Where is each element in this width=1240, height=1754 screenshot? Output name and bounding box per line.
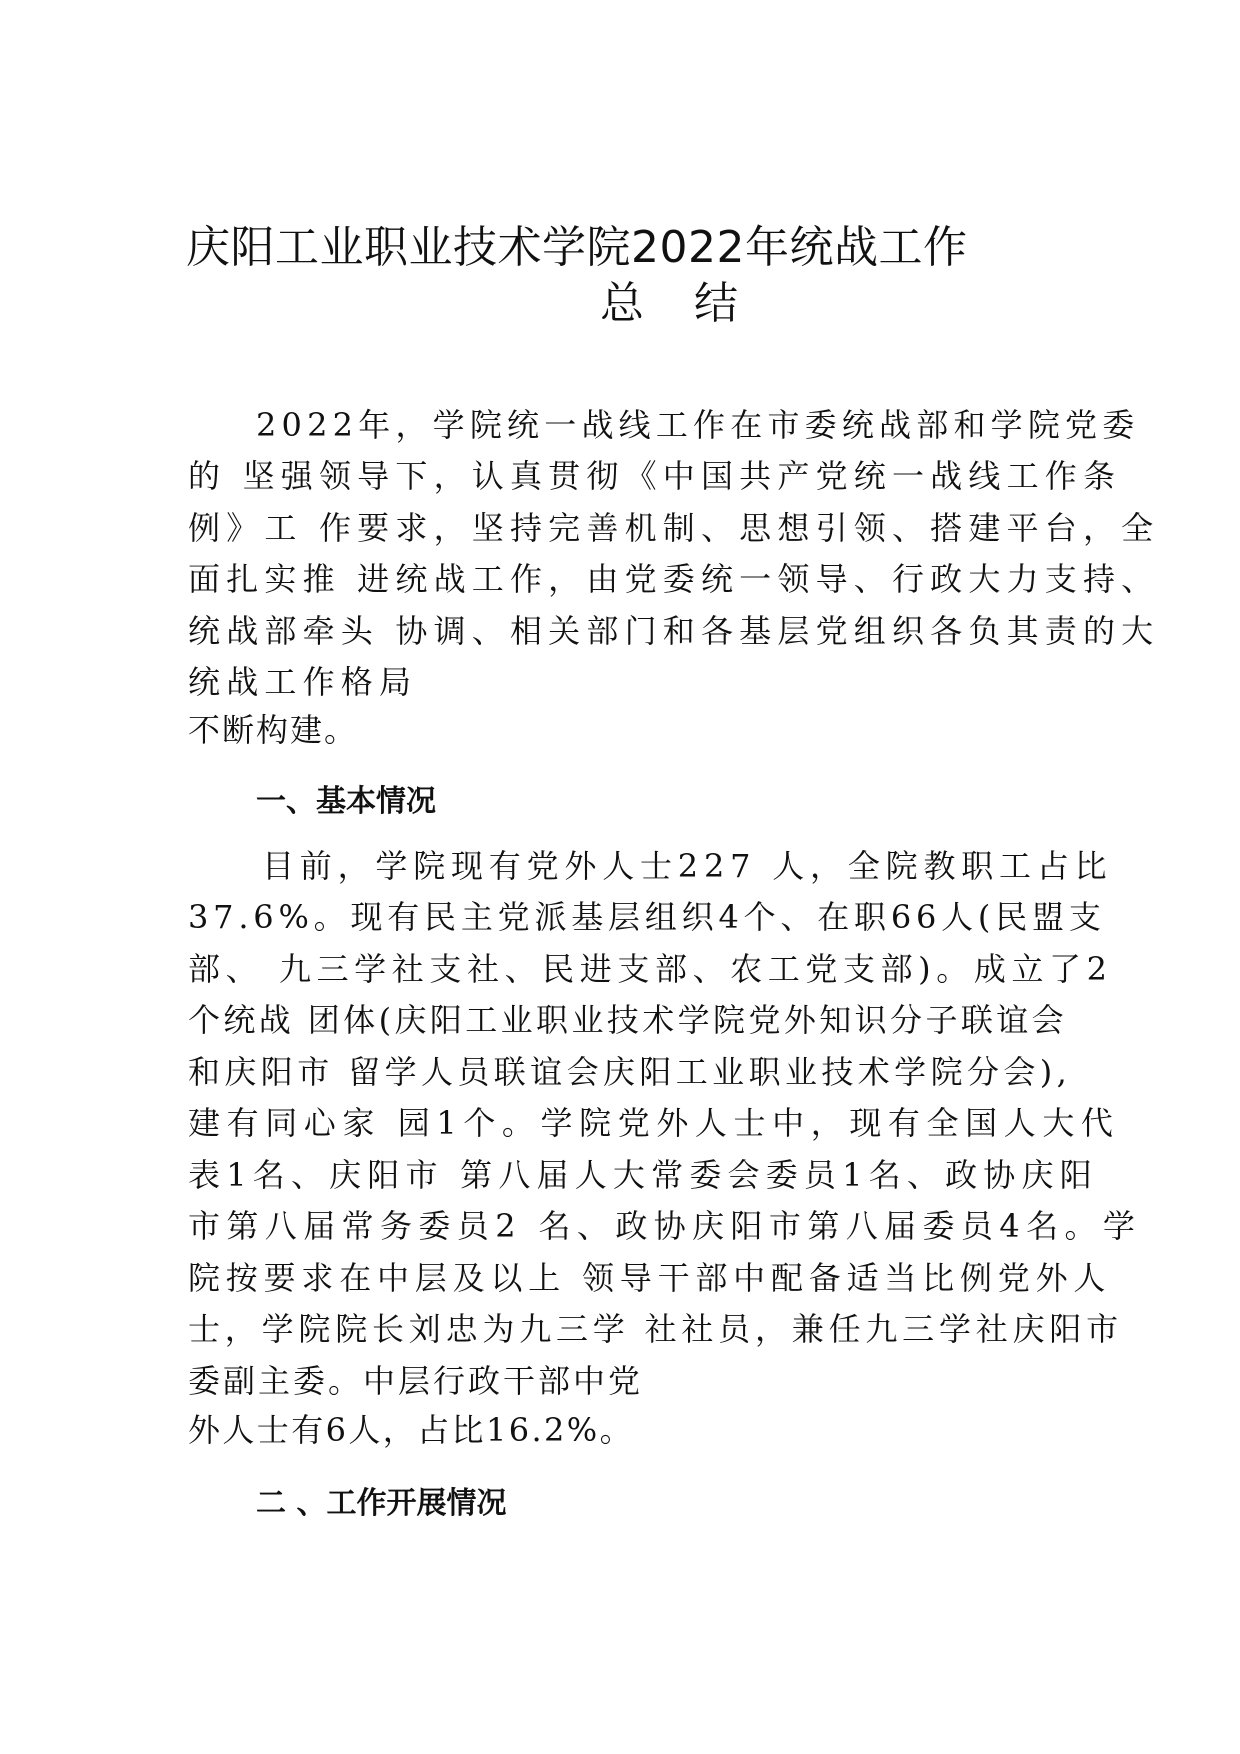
- intro-line-3: 例》工 作要求，坚持完善机制、思想引领、搭建平台，全: [188, 509, 1160, 547]
- section1-line-8: 市第八届常务委员2 名、政协庆阳市第八届委员4名。学: [188, 1207, 1142, 1245]
- section1-line-11: 委副主委。中层行政干部中党: [188, 1362, 644, 1400]
- section1-line-7: 表1名、庆阳市 第八届人大常委会委员1名、政协庆阳: [188, 1156, 1098, 1194]
- intro-line-1: 2022年，学院统一战线工作在市委统战部和学院党委: [256, 406, 1140, 444]
- section1-line-9: 院按要求在中层及以上 领导干部中配备适当比例党外人: [188, 1259, 1112, 1297]
- section1-line-4: 个统战 团体(庆阳工业职业技术学院党外知识分子联谊会: [188, 1001, 1068, 1039]
- section-heading-work-progress: 二 、工作开展情况: [256, 1486, 507, 1521]
- section1-line-1: 目前，学院现有党外人士227 人，全院教职工占比: [262, 847, 1113, 885]
- intro-line-7: 不断构建。: [188, 711, 359, 749]
- section1-line-5: 和庆阳市 留学人员联谊会庆阳工业职业技术学院分会),: [188, 1053, 1072, 1091]
- section-heading-basic-situation: 一、基本情况: [256, 784, 436, 819]
- intro-line-4: 面扎实推 进统战工作，由党委统一领导、行政大力支持、: [188, 560, 1160, 598]
- section1-line-6: 建有同心家 园1个。学院党外人士中，现有全国人大代: [188, 1104, 1120, 1142]
- section1-line-2: 37.6%。现有民主党派基层组织4个、在职66人(民盟支: [188, 898, 1106, 936]
- intro-line-6: 统战工作格局: [188, 663, 418, 701]
- section1-line-10: 士，学院院长刘忠为九三学 社社员，兼任九三学社庆阳市: [188, 1310, 1123, 1348]
- intro-line-2: 的 坚强领导下，认真贯彻《中国共产党统一战线工作条: [188, 457, 1122, 495]
- document-title-line-1: 庆阳工业职业技术学院2022年统战工作: [186, 222, 968, 273]
- section1-line-12: 外人士有6人，占比16.2%。: [188, 1411, 635, 1449]
- intro-line-5: 统战部牵头 协调、相关部门和各基层党组织各负其责的大: [188, 612, 1160, 650]
- section1-line-3: 部、 九三学社支社、民进支部、农工党支部)。成立了2: [188, 950, 1113, 988]
- document-title-line-2: 总 结: [600, 278, 756, 329]
